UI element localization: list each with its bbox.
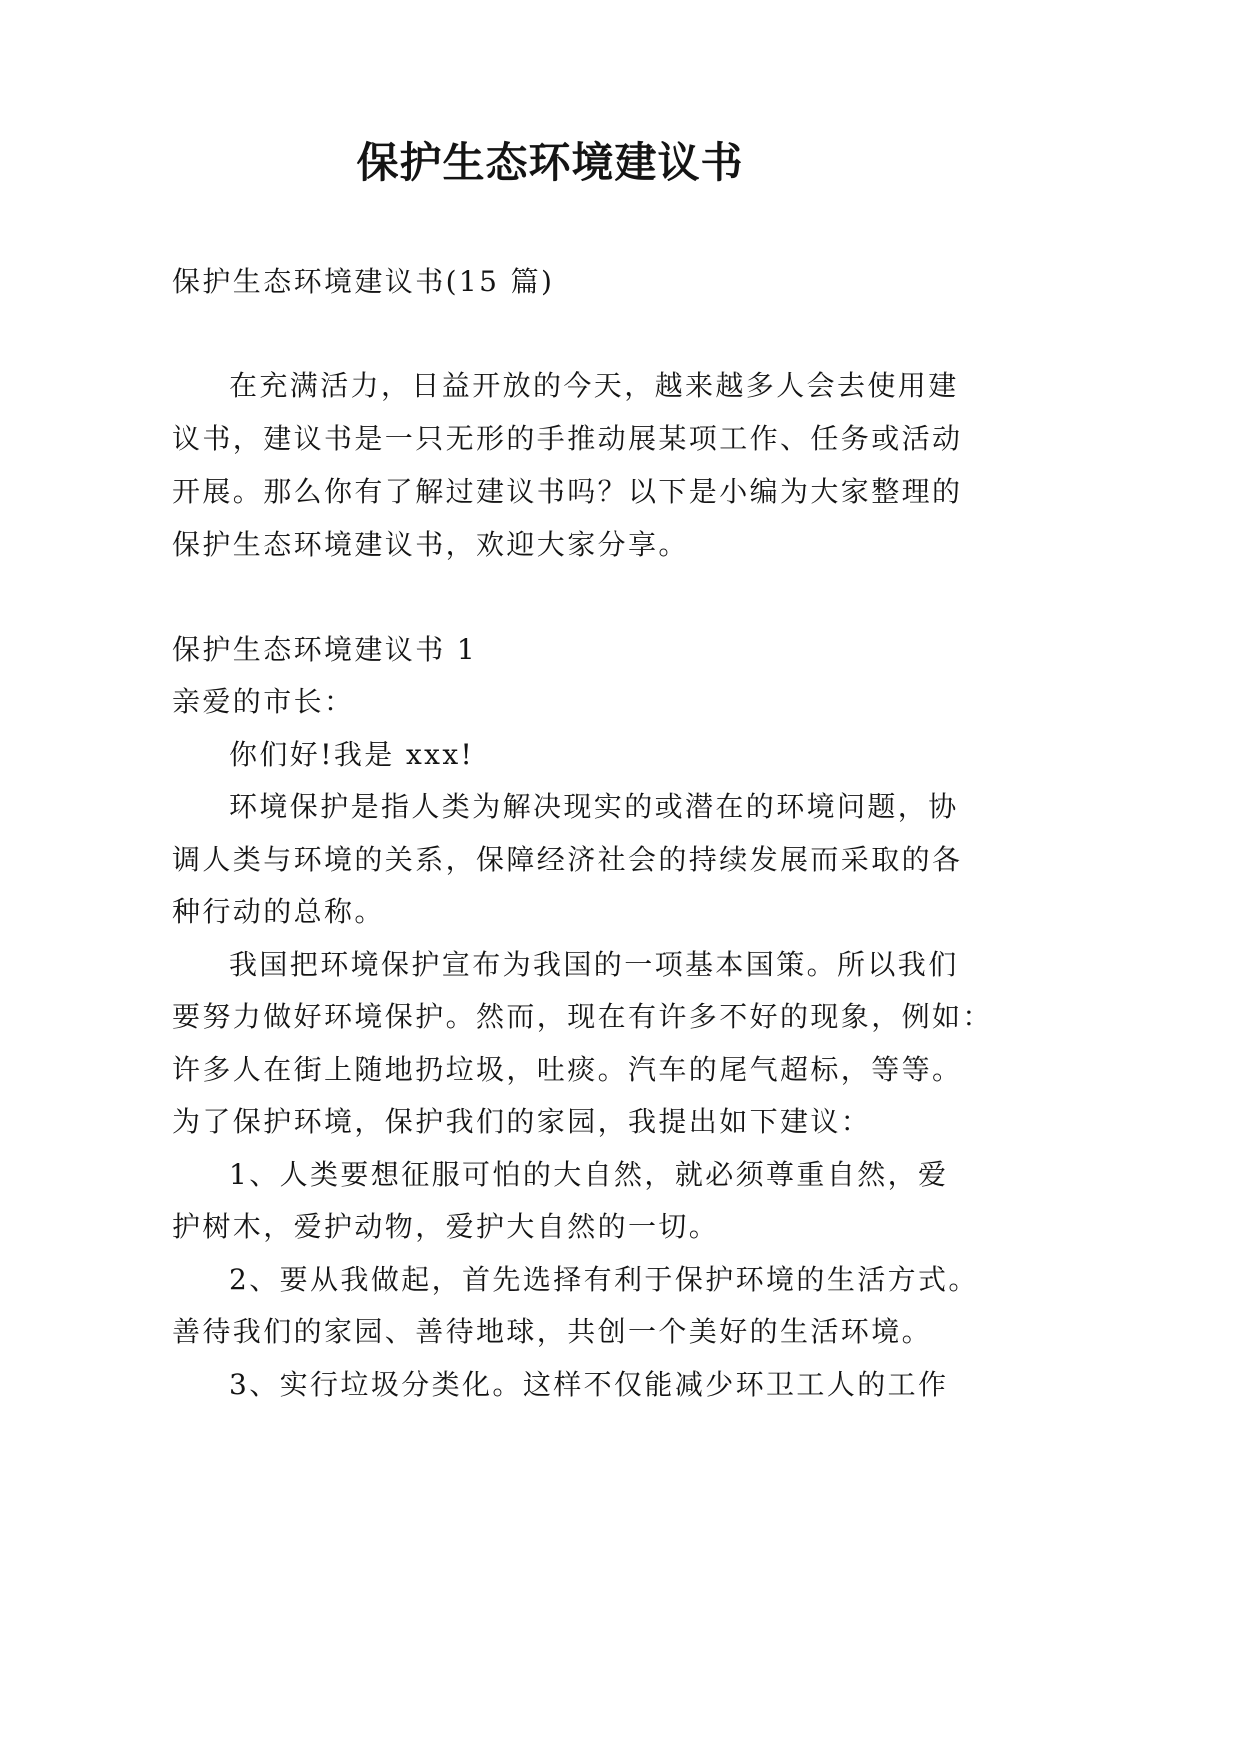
body-line: 我国把环境保护宣布为我国的一项基本国策。所以我们 — [229, 948, 959, 981]
document-title: 保护生态环境建议书 — [356, 138, 744, 187]
intro-line: 在充满活力，日益开放的今天，越来越多人会去使用建 — [229, 369, 959, 402]
section-heading: 保护生态环境建议书 1 — [172, 633, 478, 666]
body-line: 护树木，爱护动物，爱护大自然的一切。 — [172, 1210, 720, 1243]
body-line: 要努力做好环境保护。然而，现在有许多不好的现象，例如： — [172, 1000, 993, 1033]
body-line: 为了保护环境，保护我们的家园，我提出如下建议： — [172, 1105, 872, 1138]
body-line: 种行动的总称。 — [172, 895, 385, 928]
intro-line: 开展。那么你有了解过建议书吗？以下是小编为大家整理的 — [172, 475, 963, 508]
body-line: 2、要从我做起，首先选择有利于保护环境的生活方式。 — [229, 1263, 979, 1296]
salutation: 亲爱的市长： — [172, 685, 355, 718]
document-subtitle: 保护生态环境建议书(15 篇) — [172, 265, 555, 298]
body-line: 善待我们的家园、善待地球，共创一个美好的生活环境。 — [172, 1315, 933, 1348]
body-line: 调人类与环境的关系，保障经济社会的持续发展而采取的各 — [172, 843, 963, 876]
body-line: 许多人在街上随地扔垃圾，吐痰。汽车的尾气超标，等等。 — [172, 1053, 963, 1086]
intro-line: 议书，建议书是一只无形的手推动展某项工作、任务或活动 — [172, 422, 963, 455]
body-line: 1、人类要想征服可怕的大自然，就必须尊重自然，爱 — [229, 1158, 949, 1191]
intro-line: 保护生态环境建议书，欢迎大家分享。 — [172, 528, 689, 561]
greeting: 你们好!我是 xxx! — [229, 738, 475, 771]
body-line: 3、实行垃圾分类化。这样不仅能减少环卫工人的工作 — [229, 1368, 949, 1401]
body-line: 环境保护是指人类为解决现实的或潜在的环境问题，协 — [229, 790, 959, 823]
